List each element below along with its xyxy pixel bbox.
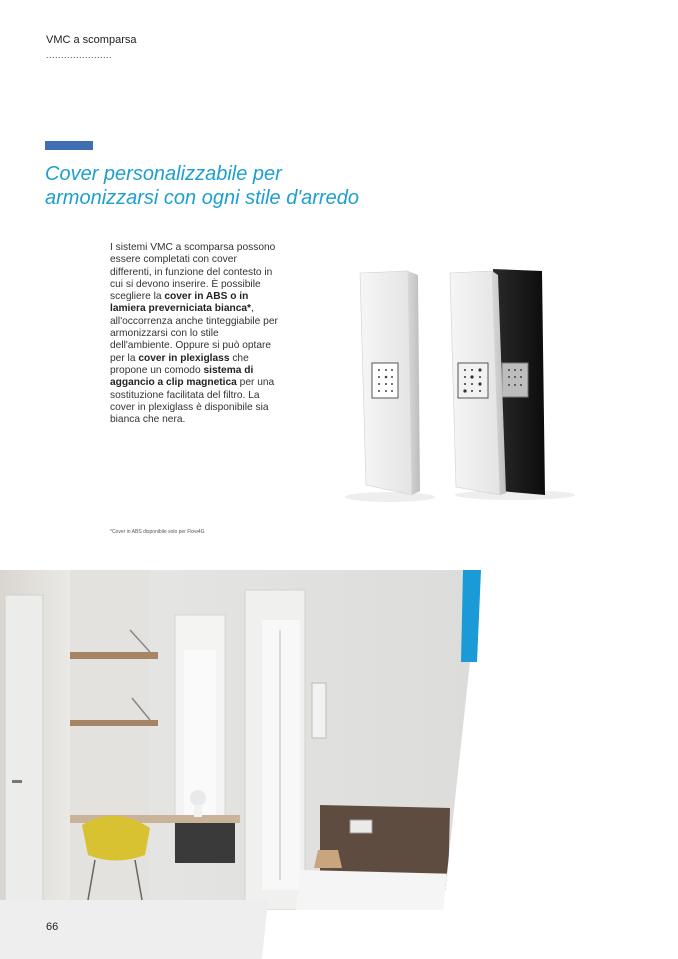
- footnote: *Cover in ABS disponibile solo per Flow4G: [110, 529, 205, 535]
- interior-photo: [0, 570, 480, 910]
- body-segment: per una sostituzione facilitata del filtro. La cover in plexiglass è disponibile sia bianca che nera.: [110, 377, 275, 426]
- cover-panels-image: [330, 255, 590, 510]
- body-segment-bold: cover in ABS o in lamiera preverniciata bianca*: [110, 291, 252, 315]
- blue-accent-strip: [461, 570, 481, 662]
- accent-bar: [45, 141, 93, 150]
- body-segment: , all'occorrenza anche tinteggiabile per armonizzarsi con lo stile dell'ambiente. Oppure si può optare per la: [110, 303, 278, 364]
- section-divider-dots: ......................: [46, 50, 113, 60]
- page-number: 66: [46, 921, 59, 933]
- body-paragraph: [110, 242, 280, 426]
- page-heading: [45, 162, 465, 210]
- heading-line-1: Cover personalizzabile per: [45, 163, 282, 185]
- heading-line-2: armonizzarsi con ogni stile d'arredo: [45, 187, 359, 209]
- section-label: VMC a scomparsa: [46, 34, 137, 46]
- footer-band: [0, 900, 678, 959]
- body-segment-bold: cover in plexiglass: [138, 352, 230, 364]
- body-segment-bold: sistema di aggancio a clip magnetica: [110, 364, 254, 389]
- body-segment: che propone un comodo: [110, 352, 249, 376]
- body-segment: I sistemi VMC a scomparsa possono essere completati con cover differenti, in funzione del contesto in cui si devono inserire. È possibile scegliere la: [110, 242, 276, 303]
